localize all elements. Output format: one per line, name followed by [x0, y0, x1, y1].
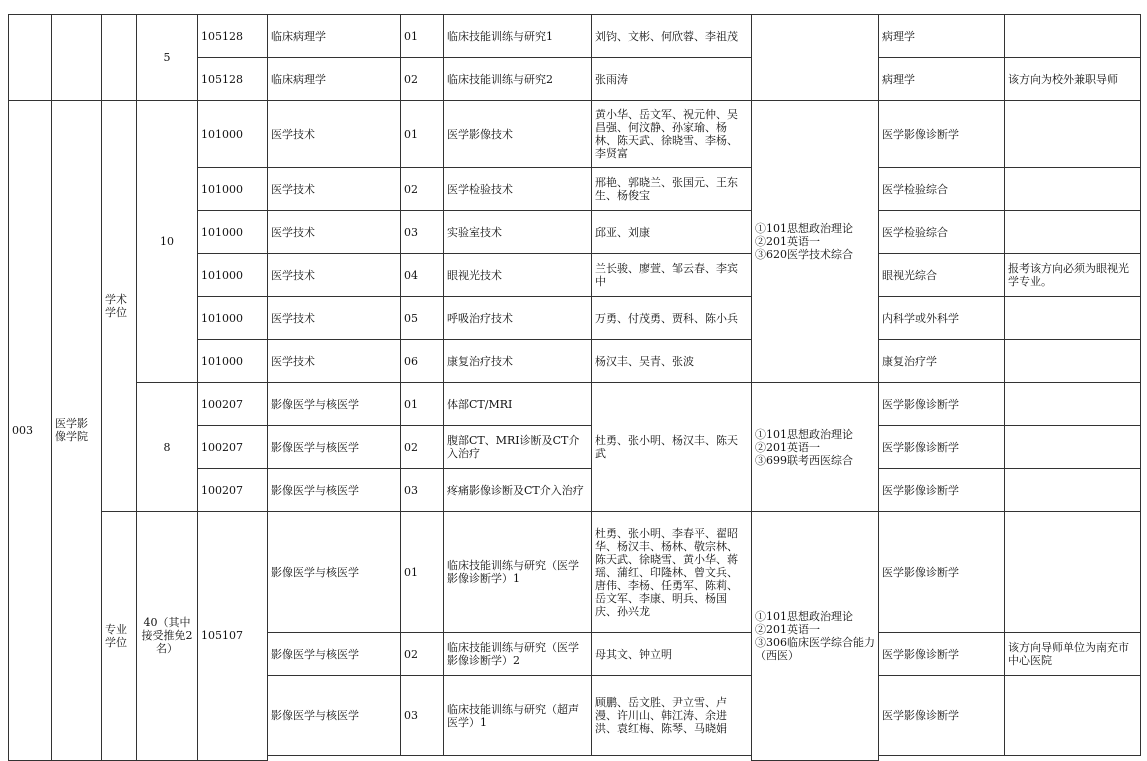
major-code: 101000 [198, 101, 268, 168]
major-code: 101000 [198, 168, 268, 211]
direction-name: 临床技能训练与研究（医学影像诊断学）2 [444, 633, 592, 676]
direction-code: 04 [401, 254, 444, 297]
college-code: 003 [9, 101, 52, 761]
direction-name: 眼视光技术 [444, 254, 592, 297]
remark [1005, 340, 1141, 383]
remark [1005, 168, 1141, 211]
major-code: 105128 [198, 15, 268, 58]
tutors: 黄小华、岳文军、祝元仲、吴昌强、何汶静、孙家瑜、杨林、陈天武、徐晓雪、李杨、李贤富 [592, 101, 752, 168]
filler [444, 756, 592, 761]
retest-subject: 康复治疗学 [879, 340, 1005, 383]
retest-subject: 医学检验综合 [879, 168, 1005, 211]
degree-type-cell [102, 15, 137, 101]
tutors: 杜勇、张小明、杨汉丰、陈天武 [592, 383, 752, 512]
direction-code: 06 [401, 340, 444, 383]
retest-subject: 医学影像诊断学 [879, 633, 1005, 676]
tutors: 刘钧、文彬、何欣蓉、李祖茂 [592, 15, 752, 58]
direction-code: 02 [401, 58, 444, 101]
direction-code: 03 [401, 676, 444, 756]
direction-name: 呼吸治疗技术 [444, 297, 592, 340]
major-name: 医学技术 [268, 211, 401, 254]
enroll-count: 8 [137, 383, 198, 512]
major-code: 101000 [198, 254, 268, 297]
enroll-count: 10 [137, 101, 198, 383]
remark [1005, 15, 1141, 58]
tutors: 兰长骏、廖萱、邹云春、李宾中 [592, 254, 752, 297]
retest-subject: 眼视光综合 [879, 254, 1005, 297]
remark [1005, 383, 1141, 426]
filler [592, 756, 752, 761]
exam-subjects: ①101思想政治理论 ②201英语一 ③620医学技术综合 [752, 101, 879, 383]
major-code: 100207 [198, 469, 268, 512]
direction-name: 腹部CT、MRI诊断及CT介入治疗 [444, 426, 592, 469]
exam-subjects [752, 15, 879, 101]
direction-code: 01 [401, 512, 444, 633]
enroll-count: 5 [137, 15, 198, 101]
major-code: 101000 [198, 211, 268, 254]
exam-subjects: ①101思想政治理论 ②201英语一 ③306临床医学综合能力（西医） [752, 512, 879, 761]
remark [1005, 211, 1141, 254]
major-name: 临床病理学 [268, 58, 401, 101]
tutors: 万勇、付茂勇、贾科、陈小兵 [592, 297, 752, 340]
tutors: 邱亚、刘康 [592, 211, 752, 254]
retest-subject: 病理学 [879, 15, 1005, 58]
retest-subject: 医学影像诊断学 [879, 469, 1005, 512]
enrollment-table [8, 14, 1141, 761]
retest-subject: 医学影像诊断学 [879, 426, 1005, 469]
major-name: 临床病理学 [268, 15, 401, 58]
direction-name: 医学检验技术 [444, 168, 592, 211]
tutors: 顾鹏、岳文胜、尹立雪、卢漫、许川山、韩江涛、余进洪、袁红梅、陈琴、马晓娟 [592, 676, 752, 756]
major-code: 101000 [198, 297, 268, 340]
filler [268, 756, 401, 761]
major-name: 医学技术 [268, 168, 401, 211]
major-name: 影像医学与核医学 [268, 512, 401, 633]
enroll-count: 40（其中接受推免2名） [137, 512, 198, 761]
tutors: 邢艳、郭晓兰、张国元、王东生、杨俊宝 [592, 168, 752, 211]
major-name: 医学技术 [268, 101, 401, 168]
exam-subjects: ①101思想政治理论 ②201英语一 ③699联考西医综合 [752, 383, 879, 512]
remark [1005, 512, 1141, 633]
major-name: 影像医学与核医学 [268, 383, 401, 426]
direction-code: 01 [401, 101, 444, 168]
major-name: 医学技术 [268, 254, 401, 297]
retest-subject: 医学检验综合 [879, 211, 1005, 254]
major-name: 医学技术 [268, 340, 401, 383]
retest-subject: 医学影像诊断学 [879, 101, 1005, 168]
direction-name: 临床技能训练与研究1 [444, 15, 592, 58]
direction-code: 02 [401, 168, 444, 211]
direction-code: 05 [401, 297, 444, 340]
major-name: 影像医学与核医学 [268, 426, 401, 469]
direction-name: 医学影像技术 [444, 101, 592, 168]
college-name: 医学影像学院 [52, 101, 102, 761]
retest-subject: 内科学或外科学 [879, 297, 1005, 340]
remark: 该方向导师单位为南充市中心医院 [1005, 633, 1141, 676]
degree-type-professional: 专业学位 [102, 512, 137, 761]
retest-subject: 医学影像诊断学 [879, 512, 1005, 633]
direction-code: 01 [401, 15, 444, 58]
direction-name: 临床技能训练与研究（医学影像诊断学）1 [444, 512, 592, 633]
direction-name: 临床技能训练与研究2 [444, 58, 592, 101]
major-code: 105107 [198, 512, 268, 761]
direction-name: 实验室技术 [444, 211, 592, 254]
major-code: 105128 [198, 58, 268, 101]
filler [401, 756, 444, 761]
major-name: 影像医学与核医学 [268, 633, 401, 676]
direction-code: 03 [401, 211, 444, 254]
tutors: 杜勇、张小明、李春平、翟昭华、杨汉丰、杨林、敬宗林、陈天武、徐晓雪、黄小华、蒋瑶、蒲红、印隆林、曾文兵、唐伟、李杨、任勇军、陈莉、岳文军、李康、明兵、杨国庆、孙兴龙 [592, 512, 752, 633]
tutors: 张雨涛 [592, 58, 752, 101]
direction-name: 临床技能训练与研究（超声医学）1 [444, 676, 592, 756]
major-code: 100207 [198, 383, 268, 426]
major-code: 100207 [198, 426, 268, 469]
direction-code: 03 [401, 469, 444, 512]
remark [1005, 426, 1141, 469]
filler [1005, 756, 1141, 761]
filler [879, 756, 1005, 761]
degree-type-academic: 学术学位 [102, 101, 137, 512]
direction-code: 02 [401, 633, 444, 676]
direction-name: 康复治疗技术 [444, 340, 592, 383]
direction-code: 01 [401, 383, 444, 426]
major-code: 101000 [198, 340, 268, 383]
retest-subject: 病理学 [879, 58, 1005, 101]
college-name-cell [52, 15, 102, 101]
major-name: 医学技术 [268, 297, 401, 340]
major-name: 影像医学与核医学 [268, 469, 401, 512]
remark [1005, 101, 1141, 168]
retest-subject: 医学影像诊断学 [879, 676, 1005, 756]
tutors: 母其文、钟立明 [592, 633, 752, 676]
remark [1005, 676, 1141, 756]
direction-code: 02 [401, 426, 444, 469]
direction-name: 疼痛影像诊断及CT介入治疗 [444, 469, 592, 512]
remark [1005, 469, 1141, 512]
retest-subject: 医学影像诊断学 [879, 383, 1005, 426]
tutors: 杨汉丰、吴青、张波 [592, 340, 752, 383]
major-name: 影像医学与核医学 [268, 676, 401, 756]
remark: 该方向为校外兼职导师 [1005, 58, 1141, 101]
college-code-cell [9, 15, 52, 101]
direction-name: 体部CT/MRI [444, 383, 592, 426]
remark [1005, 297, 1141, 340]
remark: 报考该方向必须为眼视光学专业。 [1005, 254, 1141, 297]
